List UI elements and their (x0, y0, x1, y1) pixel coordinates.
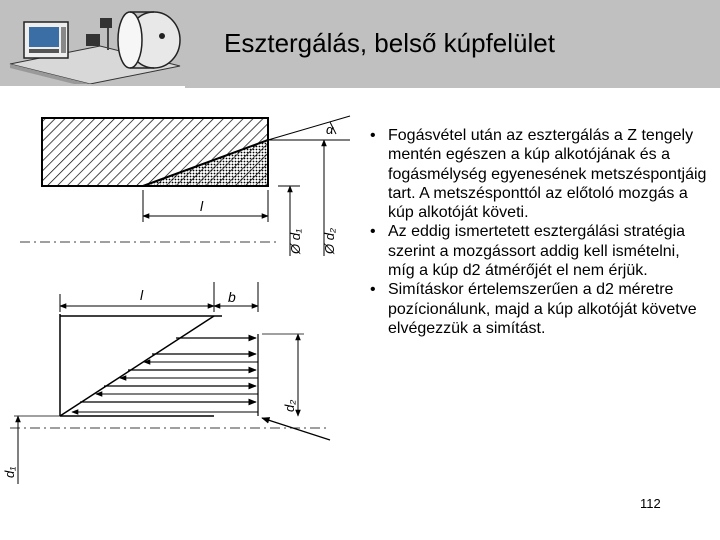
length-label-top: l (200, 198, 204, 214)
taper-turning-diagram (0, 94, 360, 494)
d1-label: d₁ (2, 466, 17, 478)
bullet-item: • Fogásvétel után az esztergálás a Z tengely mentén egészen a kúp alkotójának és a fogásmélység egyenesének metszéspontjáig tart. A metszésponttól az előtoló mozgás a kúp alkotóját követi. (366, 126, 708, 222)
bullet-item: • Az eddig ismertetett esztergálási stratégia szerint a mozgássort addig kell ismételni, míg a kúp d2 átmérőjét el nem érjük. (366, 222, 708, 280)
page-number: 112 (640, 496, 661, 511)
d2-label: d₂ (282, 399, 297, 412)
diameter-d2-label: Ø d₂ (322, 228, 337, 254)
cnc-lathe-logo-image (4, 4, 184, 84)
toolpath-drawing (2, 282, 330, 484)
angle-label: α (326, 122, 334, 137)
bullet-item: • Simításkor értelemszerűen a d2 méretre pozícionálunk, majd a kúp alkotóját követve elvégezzük a simítást. (366, 280, 708, 338)
top-section-drawing (20, 116, 350, 256)
offset-b-label: b (228, 289, 236, 305)
slide-title: Esztergálás, belső kúpfelület (224, 28, 555, 58)
length-label-bottom: l (140, 287, 144, 303)
header-divider (0, 86, 185, 88)
bullet-list (366, 126, 708, 338)
slide-header (0, 0, 720, 88)
diameter-d1-label: Ø d₁ (288, 228, 303, 254)
